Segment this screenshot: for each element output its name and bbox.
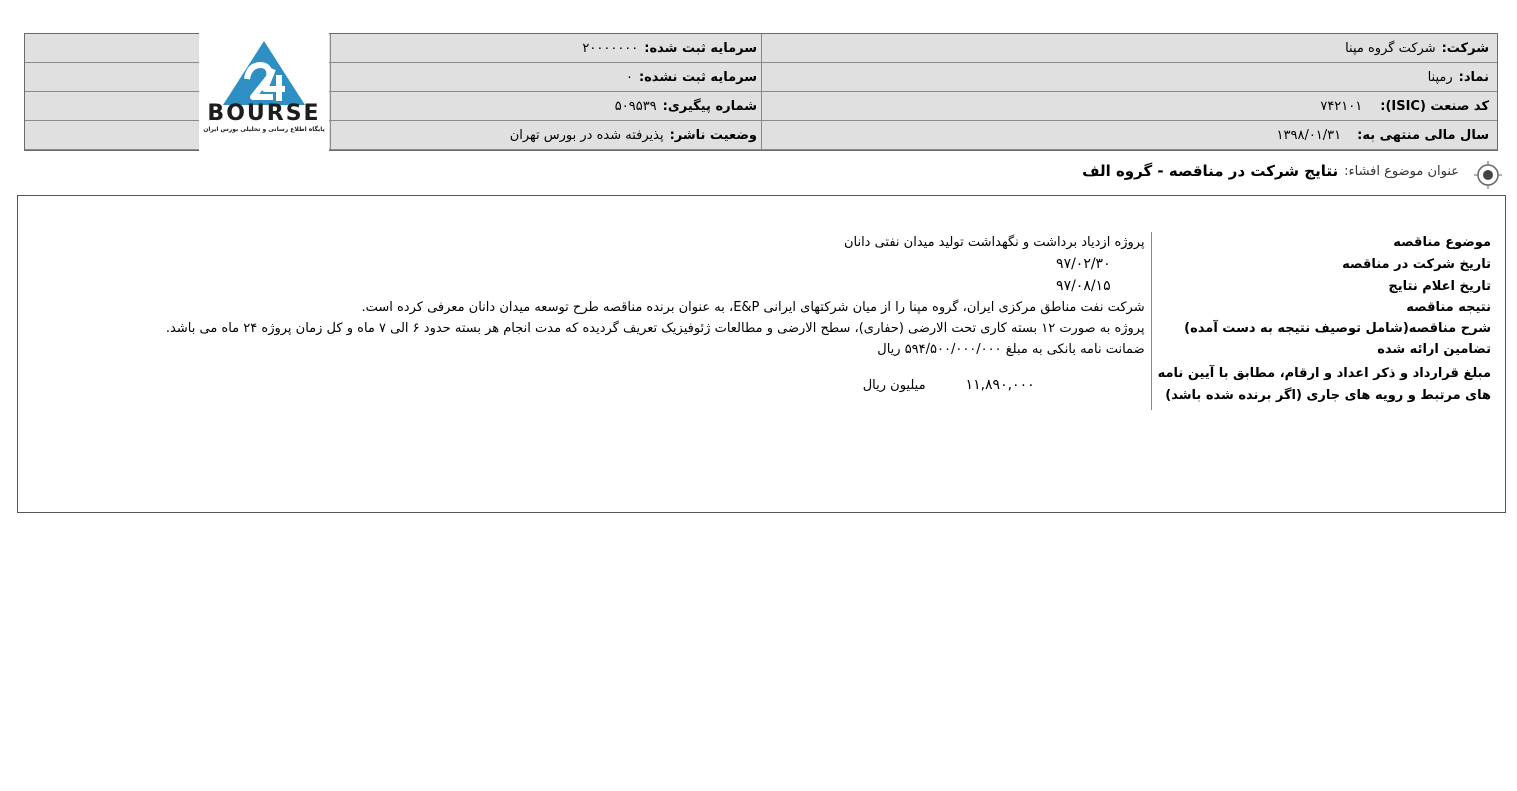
- tracking-cell: [615, 92, 757, 120]
- unregistered-capital-value: ۰: [625, 69, 633, 85]
- announcement-date-value: ۹۷/۰۸/۱۵: [1056, 278, 1111, 294]
- detail-row: [160, 360, 1497, 410]
- column-divider: [761, 34, 762, 150]
- disclosure-subject: [1082, 162, 1459, 180]
- unregistered-capital-label: سرمایه ثبت نشده:: [638, 69, 757, 85]
- result-label: نتیجه مناقصه: [1151, 297, 1497, 318]
- topic-label: موضوع مناقصه: [1151, 232, 1497, 253]
- isic-value: ۷۴۲۱۰۱: [1320, 98, 1363, 114]
- detail-row: [160, 297, 1497, 318]
- target-bullet-icon: [1474, 161, 1502, 189]
- fiscal-value: ۱۳۹۸/۰۱/۳۱: [1276, 127, 1342, 143]
- symbol-cell: [1428, 63, 1489, 91]
- company-label: شرکت:: [1441, 40, 1489, 56]
- contract-value: [160, 360, 1151, 410]
- description-value: پروژه به صورت ۱۲ بسته کاری تحت الارضی (حفاری)، سطح الارضی و مطالعات ژئوفیزیک تعریف گردیده که مدت انجام هر بسته حدود ۶ الی ۷ ماه و کل زمان پروژه ۲۴ ماه می باشد.: [165, 321, 1145, 336]
- guarantee-label: تضامین ارائه شده: [1151, 339, 1497, 360]
- tender-details-box: [17, 195, 1506, 513]
- tracking-value: ۵۰۹۵۳۹: [614, 98, 657, 114]
- participation-date-label: تاریخ شرکت در مناقصه: [1151, 253, 1497, 275]
- description-label: شرح مناقصه(شامل توصیف نتیجه به دست آمده): [1151, 318, 1497, 339]
- guarantee-value: ضمانت نامه بانکی به مبلغ ۵۹۴/۵۰۰/۰۰۰/۰۰۰ ریال: [877, 342, 1145, 357]
- fiscal-year-cell: [1277, 121, 1489, 149]
- company-cell: [1345, 34, 1489, 62]
- detail-row: [160, 232, 1497, 253]
- isic-cell: [1320, 92, 1489, 120]
- logo-tagline: پایگاه اطلاع رسانی و تحلیلی بورس ایران: [203, 126, 325, 133]
- contract-unit: میلیون ریال: [862, 377, 926, 393]
- tender-details-table: [160, 232, 1497, 410]
- company-value: شرکت گروه مپنا: [1345, 40, 1436, 56]
- unregistered-capital-cell: [626, 63, 757, 91]
- announcement-date-label: تاریخ اعلام نتایج: [1151, 275, 1497, 297]
- bourse-logo: [199, 21, 329, 151]
- detail-row: [160, 253, 1497, 275]
- publisher-status-cell: [510, 121, 757, 149]
- publisher-status-value: پذیرفته شده در بورس تهران: [509, 127, 664, 143]
- contract-amount: ۱۱,۸۹۰,۰۰۰: [965, 377, 1035, 393]
- registered-capital-label: سرمایه ثبت شده:: [644, 40, 757, 56]
- topic-value: پروژه ازدیاد برداشت و نگهداشت تولید میدان نفتی دانان: [843, 235, 1145, 250]
- registered-capital-value: ۲۰۰۰۰۰۰۰: [582, 40, 639, 56]
- fiscal-label: سال مالی منتهی به:: [1357, 127, 1489, 143]
- registered-capital-cell: [582, 34, 757, 62]
- contract-label-line2: های مرتبط و رویه های جاری (اگر برنده شده باشد): [1165, 388, 1491, 403]
- subject-value: نتایج شرکت در مناقصه - گروه الف: [1082, 162, 1339, 180]
- detail-row: [160, 339, 1497, 360]
- symbol-value: رمپنا: [1427, 69, 1453, 85]
- detail-row: [160, 318, 1497, 339]
- publisher-status-label: وضعیت ناشر:: [669, 127, 757, 143]
- column-divider: [330, 34, 331, 150]
- tracking-label: شماره پیگیری:: [662, 98, 757, 114]
- symbol-label: نماد:: [1458, 69, 1489, 85]
- isic-label: کد صنعت (ISIC):: [1380, 98, 1489, 114]
- logo-wordmark: BOURSE: [207, 101, 321, 126]
- subject-label: عنوان موضوع افشاء:: [1344, 163, 1459, 179]
- contract-label: [1151, 360, 1497, 410]
- triangle-logo-icon: [221, 39, 307, 107]
- participation-date-value: ۹۷/۰۲/۳۰: [1056, 256, 1111, 272]
- contract-label-line1: مبلغ قرارداد و ذکر اعداد و ارقام، مطابق با آیین نامه: [1157, 366, 1491, 381]
- result-value: شرکت نفت مناطق مرکزی ایران، گروه مپنا را از میان شرکتهای ایرانی E&P، به عنوان برنده مناقصه طرح توسعه میدان دانان معرفی کرده است.: [361, 300, 1145, 315]
- detail-row: [160, 275, 1497, 297]
